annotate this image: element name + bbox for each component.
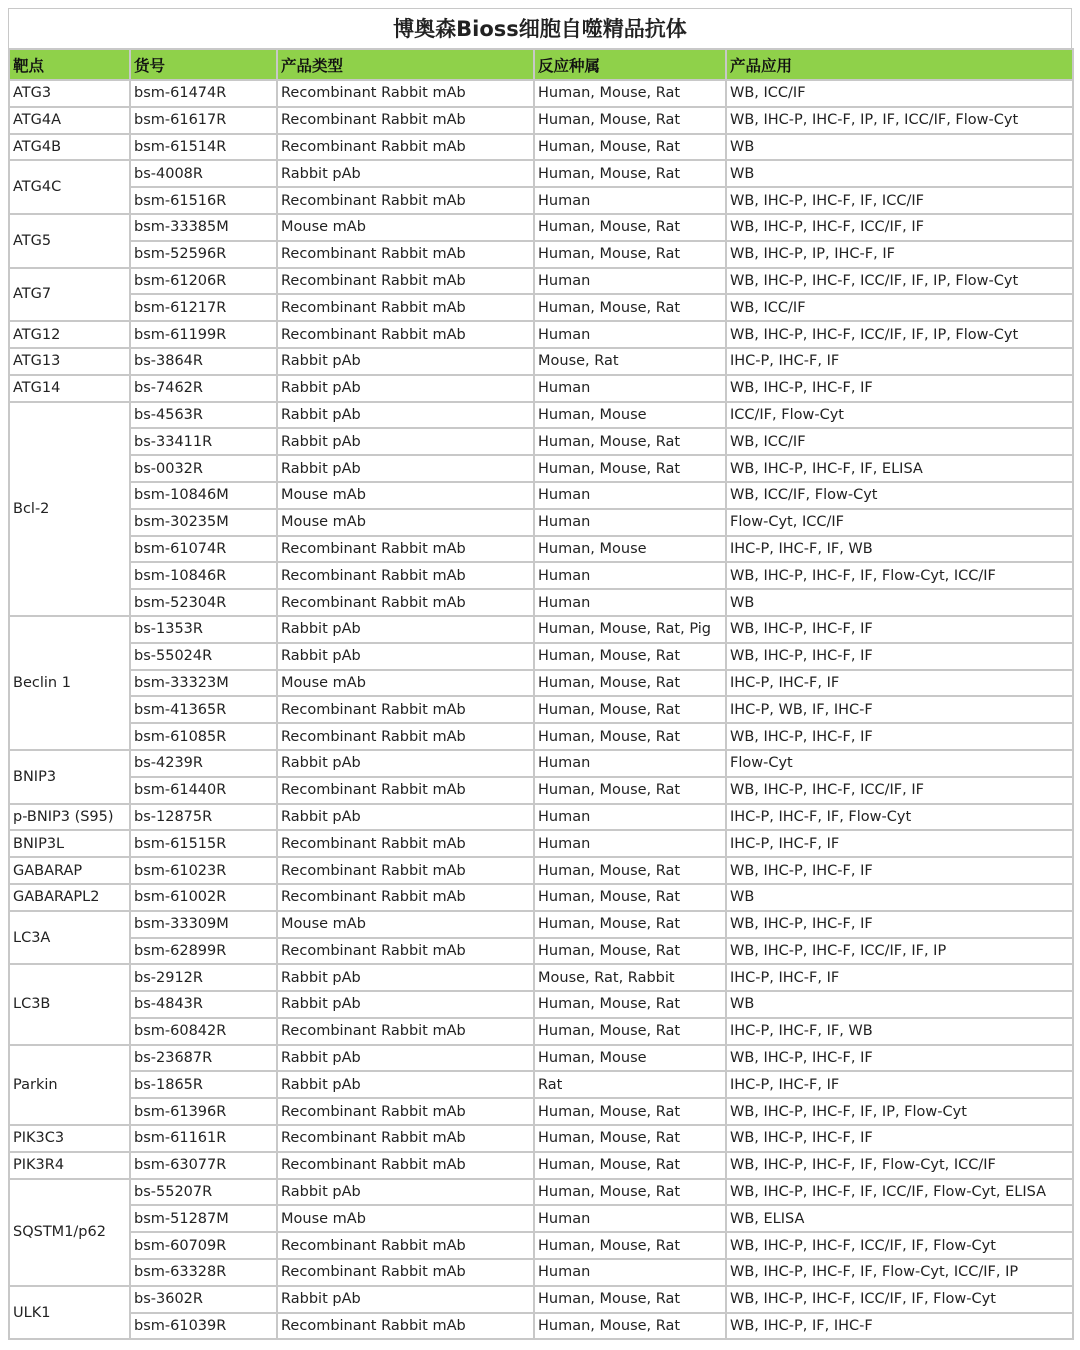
target-cell: ATG4C bbox=[9, 160, 130, 214]
reactivity-cell: Human, Mouse, Rat bbox=[534, 294, 726, 321]
table-row bbox=[9, 187, 1073, 214]
product-type-cell: Rabbit pAb bbox=[277, 804, 534, 831]
catalog-number-cell: bs-0032R bbox=[130, 455, 277, 482]
catalog-number-cell: bs-4008R bbox=[130, 160, 277, 187]
table-row bbox=[9, 589, 1073, 616]
product-type-cell: Recombinant Rabbit mAb bbox=[277, 1232, 534, 1259]
product-type-cell: Rabbit pAb bbox=[277, 964, 534, 991]
table-row bbox=[9, 80, 1073, 107]
target-cell: PIK3R4 bbox=[9, 1152, 130, 1179]
product-type-cell: Rabbit pAb bbox=[277, 643, 534, 670]
reactivity-cell: Human bbox=[534, 482, 726, 509]
catalog-number-cell: bsm-52596R bbox=[130, 241, 277, 268]
table-row bbox=[9, 268, 1073, 295]
table-row bbox=[9, 1098, 1073, 1125]
reactivity-cell: Human, Mouse, Rat bbox=[534, 1125, 726, 1152]
reactivity-cell: Human bbox=[534, 750, 726, 777]
table-row bbox=[9, 991, 1073, 1018]
catalog-number-cell: bsm-61085R bbox=[130, 723, 277, 750]
reactivity-cell: Human, Mouse, Rat bbox=[534, 884, 726, 911]
table-row bbox=[9, 938, 1073, 965]
reactivity-cell: Human bbox=[534, 804, 726, 831]
table-row bbox=[9, 1179, 1073, 1206]
applications-cell: WB, IHC-P, IHC-F, IF bbox=[726, 643, 1073, 670]
column-header-catalog-number: 货号 bbox=[130, 49, 277, 80]
column-header-product-type: 产品类型 bbox=[277, 49, 534, 80]
applications-cell: WB, IHC-P, IHC-F, IF, Flow-Cyt, ICC/IF bbox=[726, 562, 1073, 589]
reactivity-cell: Human bbox=[534, 1259, 726, 1286]
product-type-cell: Recombinant Rabbit mAb bbox=[277, 857, 534, 884]
target-cell: ATG4B bbox=[9, 134, 130, 161]
reactivity-cell: Human bbox=[534, 321, 726, 348]
applications-cell: IHC-P, IHC-F, IF bbox=[726, 670, 1073, 697]
applications-cell: WB bbox=[726, 160, 1073, 187]
table-row bbox=[9, 911, 1073, 938]
catalog-number-cell: bsm-61516R bbox=[130, 187, 277, 214]
table-row bbox=[9, 1232, 1073, 1259]
catalog-number-cell: bs-33411R bbox=[130, 428, 277, 455]
catalog-number-cell: bsm-61074R bbox=[130, 536, 277, 563]
reactivity-cell: Human bbox=[534, 562, 726, 589]
catalog-number-cell: bsm-61002R bbox=[130, 884, 277, 911]
catalog-number-cell: bsm-41365R bbox=[130, 696, 277, 723]
product-type-cell: Mouse mAb bbox=[277, 670, 534, 697]
target-cell: ATG3 bbox=[9, 80, 130, 107]
product-type-cell: Rabbit pAb bbox=[277, 455, 534, 482]
catalog-number-cell: bsm-61217R bbox=[130, 294, 277, 321]
table-row bbox=[9, 1071, 1073, 1098]
table-row bbox=[9, 562, 1073, 589]
catalog-number-cell: bs-1865R bbox=[130, 1071, 277, 1098]
product-type-cell: Recombinant Rabbit mAb bbox=[277, 134, 534, 161]
target-cell: ATG7 bbox=[9, 268, 130, 322]
product-type-cell: Mouse mAb bbox=[277, 1205, 534, 1232]
reactivity-cell: Human, Mouse, Rat bbox=[534, 1232, 726, 1259]
applications-cell: WB bbox=[726, 589, 1073, 616]
target-cell: PIK3C3 bbox=[9, 1125, 130, 1152]
catalog-number-cell: bs-1353R bbox=[130, 616, 277, 643]
table-row bbox=[9, 214, 1073, 241]
product-type-cell: Rabbit pAb bbox=[277, 750, 534, 777]
applications-cell: IHC-P, IHC-F, IF, Flow-Cyt bbox=[726, 804, 1073, 831]
table-row bbox=[9, 1259, 1073, 1286]
reactivity-cell: Human bbox=[534, 268, 726, 295]
target-cell: GABARAPL2 bbox=[9, 884, 130, 911]
column-header-applications: 产品应用 bbox=[726, 49, 1073, 80]
applications-cell: WB, IHC-P, IHC-F, ICC/IF, IF bbox=[726, 214, 1073, 241]
catalog-number-cell: bs-3602R bbox=[130, 1286, 277, 1313]
catalog-number-cell: bsm-33385M bbox=[130, 214, 277, 241]
column-header-target: 靶点 bbox=[9, 49, 130, 80]
target-cell: ATG12 bbox=[9, 321, 130, 348]
product-type-cell: Recombinant Rabbit mAb bbox=[277, 938, 534, 965]
reactivity-cell: Human bbox=[534, 375, 726, 402]
table-row bbox=[9, 964, 1073, 991]
antibody-table bbox=[8, 48, 1074, 1340]
target-cell: LC3A bbox=[9, 911, 130, 965]
product-type-cell: Recombinant Rabbit mAb bbox=[277, 696, 534, 723]
applications-cell: WB, IHC-P, IHC-F, ICC/IF, IF, IP bbox=[726, 938, 1073, 965]
applications-cell: IHC-P, IHC-F, IF bbox=[726, 964, 1073, 991]
applications-cell: WB, ICC/IF, Flow-Cyt bbox=[726, 482, 1073, 509]
catalog-number-cell: bsm-63328R bbox=[130, 1259, 277, 1286]
page-title: 博奥森Bioss细胞自噬精品抗体 bbox=[8, 8, 1072, 48]
table-row bbox=[9, 294, 1073, 321]
reactivity-cell: Human, Mouse, Rat bbox=[534, 723, 726, 750]
table-row bbox=[9, 670, 1073, 697]
catalog-number-cell: bs-23687R bbox=[130, 1045, 277, 1072]
applications-cell: Flow-Cyt bbox=[726, 750, 1073, 777]
catalog-number-cell: bsm-61023R bbox=[130, 857, 277, 884]
product-type-cell: Recombinant Rabbit mAb bbox=[277, 1018, 534, 1045]
target-cell: ATG13 bbox=[9, 348, 130, 375]
target-cell: BNIP3L bbox=[9, 830, 130, 857]
product-type-cell: Rabbit pAb bbox=[277, 1071, 534, 1098]
reactivity-cell: Human bbox=[534, 187, 726, 214]
applications-cell: IHC-P, IHC-F, IF bbox=[726, 1071, 1073, 1098]
table-row bbox=[9, 1125, 1073, 1152]
applications-cell: WB bbox=[726, 991, 1073, 1018]
reactivity-cell: Human, Mouse, Rat bbox=[534, 214, 726, 241]
table-row bbox=[9, 884, 1073, 911]
applications-cell: WB, IHC-P, IHC-F, IF, ICC/IF, Flow-Cyt, ELISA bbox=[726, 1179, 1073, 1206]
table-row bbox=[9, 616, 1073, 643]
reactivity-cell: Human, Mouse, Rat bbox=[534, 455, 726, 482]
reactivity-cell: Human, Mouse, Rat bbox=[534, 643, 726, 670]
product-type-cell: Rabbit pAb bbox=[277, 991, 534, 1018]
catalog-number-cell: bsm-61161R bbox=[130, 1125, 277, 1152]
target-cell: ATG5 bbox=[9, 214, 130, 268]
applications-cell: WB, IHC-P, IP, IHC-F, IF bbox=[726, 241, 1073, 268]
applications-cell: WB, IHC-P, IHC-F, ICC/IF, IF, Flow-Cyt bbox=[726, 1232, 1073, 1259]
target-cell: ULK1 bbox=[9, 1286, 130, 1340]
reactivity-cell: Human, Mouse bbox=[534, 1045, 726, 1072]
target-cell: Beclin 1 bbox=[9, 616, 130, 750]
reactivity-cell: Human, Mouse, Rat bbox=[534, 1152, 726, 1179]
product-type-cell: Recombinant Rabbit mAb bbox=[277, 589, 534, 616]
table-row bbox=[9, 455, 1073, 482]
applications-cell: WB, IHC-P, IHC-F, IF bbox=[726, 857, 1073, 884]
table-row bbox=[9, 1018, 1073, 1045]
reactivity-cell: Human, Mouse bbox=[534, 402, 726, 429]
reactivity-cell: Human, Mouse bbox=[534, 536, 726, 563]
applications-cell: IHC-P, WB, IF, IHC-F bbox=[726, 696, 1073, 723]
applications-cell: WB, IHC-P, IHC-F, IF, ICC/IF bbox=[726, 187, 1073, 214]
target-cell: BNIP3 bbox=[9, 750, 130, 804]
product-type-cell: Recombinant Rabbit mAb bbox=[277, 723, 534, 750]
table-row bbox=[9, 321, 1073, 348]
table-row bbox=[9, 857, 1073, 884]
catalog-number-cell: bs-55024R bbox=[130, 643, 277, 670]
reactivity-cell: Human, Mouse, Rat, Pig bbox=[534, 616, 726, 643]
reactivity-cell: Human, Mouse, Rat bbox=[534, 1179, 726, 1206]
product-type-cell: Recombinant Rabbit mAb bbox=[277, 884, 534, 911]
reactivity-cell: Human, Mouse, Rat bbox=[534, 938, 726, 965]
applications-cell: WB, IHC-P, IHC-F, IF, ELISA bbox=[726, 455, 1073, 482]
table-body bbox=[9, 80, 1073, 1339]
applications-cell: WB, IHC-P, IHC-F, ICC/IF, IF bbox=[726, 777, 1073, 804]
applications-cell: WB, IHC-P, IHC-F, IF bbox=[726, 375, 1073, 402]
product-type-cell: Recombinant Rabbit mAb bbox=[277, 1098, 534, 1125]
reactivity-cell: Human bbox=[534, 589, 726, 616]
applications-cell: Flow-Cyt, ICC/IF bbox=[726, 509, 1073, 536]
catalog-number-cell: bs-4843R bbox=[130, 991, 277, 1018]
product-type-cell: Rabbit pAb bbox=[277, 402, 534, 429]
table-row bbox=[9, 375, 1073, 402]
table-row bbox=[9, 1313, 1073, 1340]
reactivity-cell: Human bbox=[534, 1205, 726, 1232]
table-row bbox=[9, 777, 1073, 804]
table-row bbox=[9, 1045, 1073, 1072]
catalog-number-cell: bsm-61039R bbox=[130, 1313, 277, 1340]
catalog-number-cell: bs-4239R bbox=[130, 750, 277, 777]
target-cell: ATG4A bbox=[9, 107, 130, 134]
product-type-cell: Rabbit pAb bbox=[277, 616, 534, 643]
table-row bbox=[9, 402, 1073, 429]
catalog-number-cell: bsm-63077R bbox=[130, 1152, 277, 1179]
product-type-cell: Recombinant Rabbit mAb bbox=[277, 1259, 534, 1286]
reactivity-cell: Rat bbox=[534, 1071, 726, 1098]
applications-cell: WB, IHC-P, IHC-F, IP, IF, ICC/IF, Flow-Cyt bbox=[726, 107, 1073, 134]
table-row bbox=[9, 723, 1073, 750]
catalog-number-cell: bsm-10846R bbox=[130, 562, 277, 589]
product-type-cell: Mouse mAb bbox=[277, 911, 534, 938]
applications-cell: IHC-P, IHC-F, IF, WB bbox=[726, 536, 1073, 563]
table-row bbox=[9, 1286, 1073, 1313]
reactivity-cell: Human, Mouse, Rat bbox=[534, 160, 726, 187]
applications-cell: WB, IHC-P, IHC-F, IF bbox=[726, 1045, 1073, 1072]
reactivity-cell: Human, Mouse, Rat bbox=[534, 1313, 726, 1340]
table-row bbox=[9, 428, 1073, 455]
applications-cell: WB, IHC-P, IHC-F, IF, Flow-Cyt, ICC/IF bbox=[726, 1152, 1073, 1179]
reactivity-cell: Human, Mouse, Rat bbox=[534, 80, 726, 107]
applications-cell: WB bbox=[726, 884, 1073, 911]
catalog-number-cell: bs-7462R bbox=[130, 375, 277, 402]
product-type-cell: Recombinant Rabbit mAb bbox=[277, 107, 534, 134]
product-type-cell: Rabbit pAb bbox=[277, 1286, 534, 1313]
applications-cell: WB, IHC-P, IHC-F, IF bbox=[726, 723, 1073, 750]
table-row bbox=[9, 750, 1073, 777]
reactivity-cell: Human bbox=[534, 509, 726, 536]
catalog-number-cell: bs-4563R bbox=[130, 402, 277, 429]
target-cell: LC3B bbox=[9, 964, 130, 1044]
applications-cell: WB, IHC-P, IHC-F, IF bbox=[726, 1125, 1073, 1152]
product-type-cell: Recombinant Rabbit mAb bbox=[277, 294, 534, 321]
product-type-cell: Rabbit pAb bbox=[277, 428, 534, 455]
applications-cell: WB, ELISA bbox=[726, 1205, 1073, 1232]
applications-cell: IHC-P, IHC-F, IF, WB bbox=[726, 1018, 1073, 1045]
catalog-number-cell: bs-55207R bbox=[130, 1179, 277, 1206]
column-header-reactivity: 反应种属 bbox=[534, 49, 726, 80]
applications-cell: IHC-P, IHC-F, IF bbox=[726, 830, 1073, 857]
target-cell: GABARAP bbox=[9, 857, 130, 884]
product-type-cell: Recombinant Rabbit mAb bbox=[277, 321, 534, 348]
applications-cell: WB, IHC-P, IHC-F, IF, IP, Flow-Cyt bbox=[726, 1098, 1073, 1125]
reactivity-cell: Human bbox=[534, 830, 726, 857]
catalog-number-cell: bs-2912R bbox=[130, 964, 277, 991]
reactivity-cell: Human, Mouse, Rat bbox=[534, 991, 726, 1018]
catalog-number-cell: bsm-61514R bbox=[130, 134, 277, 161]
reactivity-cell: Human, Mouse, Rat bbox=[534, 670, 726, 697]
applications-cell: WB, ICC/IF bbox=[726, 80, 1073, 107]
product-type-cell: Rabbit pAb bbox=[277, 160, 534, 187]
applications-cell: WB, ICC/IF bbox=[726, 294, 1073, 321]
catalog-number-cell: bsm-61206R bbox=[130, 268, 277, 295]
reactivity-cell: Human, Mouse, Rat bbox=[534, 1098, 726, 1125]
catalog-number-cell: bsm-60842R bbox=[130, 1018, 277, 1045]
table-row bbox=[9, 804, 1073, 831]
product-type-cell: Mouse mAb bbox=[277, 214, 534, 241]
reactivity-cell: Human, Mouse, Rat bbox=[534, 911, 726, 938]
product-type-cell: Rabbit pAb bbox=[277, 1179, 534, 1206]
header-row bbox=[9, 49, 1073, 80]
table-row bbox=[9, 348, 1073, 375]
product-type-cell: Recombinant Rabbit mAb bbox=[277, 536, 534, 563]
applications-cell: WB, IHC-P, IHC-F, IF bbox=[726, 616, 1073, 643]
product-type-cell: Recombinant Rabbit mAb bbox=[277, 1125, 534, 1152]
table-row bbox=[9, 830, 1073, 857]
reactivity-cell: Mouse, Rat bbox=[534, 348, 726, 375]
table-row bbox=[9, 643, 1073, 670]
product-type-cell: Rabbit pAb bbox=[277, 348, 534, 375]
table-row bbox=[9, 134, 1073, 161]
applications-cell: WB, IHC-P, IHC-F, ICC/IF, IF, IP, Flow-Cyt bbox=[726, 321, 1073, 348]
product-type-cell: Recombinant Rabbit mAb bbox=[277, 80, 534, 107]
reactivity-cell: Human, Mouse, Rat bbox=[534, 777, 726, 804]
reactivity-cell: Human, Mouse, Rat bbox=[534, 857, 726, 884]
table-row bbox=[9, 1205, 1073, 1232]
applications-cell: WB, IHC-P, IF, IHC-F bbox=[726, 1313, 1073, 1340]
table-row bbox=[9, 107, 1073, 134]
reactivity-cell: Human, Mouse, Rat bbox=[534, 696, 726, 723]
target-cell: ATG14 bbox=[9, 375, 130, 402]
reactivity-cell: Human, Mouse, Rat bbox=[534, 428, 726, 455]
product-type-cell: Recombinant Rabbit mAb bbox=[277, 777, 534, 804]
catalog-number-cell: bsm-33309M bbox=[130, 911, 277, 938]
applications-cell: WB, IHC-P, IHC-F, ICC/IF, IF, Flow-Cyt bbox=[726, 1286, 1073, 1313]
catalog-number-cell: bs-3864R bbox=[130, 348, 277, 375]
table-row bbox=[9, 536, 1073, 563]
catalog-number-cell: bsm-61474R bbox=[130, 80, 277, 107]
antibody-sheet bbox=[8, 8, 1072, 1340]
table-row bbox=[9, 696, 1073, 723]
table-row bbox=[9, 482, 1073, 509]
applications-cell: WB bbox=[726, 134, 1073, 161]
table-row bbox=[9, 509, 1073, 536]
reactivity-cell: Human, Mouse, Rat bbox=[534, 107, 726, 134]
product-type-cell: Rabbit pAb bbox=[277, 1045, 534, 1072]
product-type-cell: Recombinant Rabbit mAb bbox=[277, 241, 534, 268]
reactivity-cell: Human, Mouse, Rat bbox=[534, 1286, 726, 1313]
product-type-cell: Recombinant Rabbit mAb bbox=[277, 1313, 534, 1340]
reactivity-cell: Human, Mouse, Rat bbox=[534, 1018, 726, 1045]
catalog-number-cell: bsm-61440R bbox=[130, 777, 277, 804]
catalog-number-cell: bsm-61617R bbox=[130, 107, 277, 134]
product-type-cell: Recombinant Rabbit mAb bbox=[277, 1152, 534, 1179]
target-cell: Parkin bbox=[9, 1045, 130, 1125]
product-type-cell: Recombinant Rabbit mAb bbox=[277, 562, 534, 589]
applications-cell: WB, IHC-P, IHC-F, IF bbox=[726, 911, 1073, 938]
catalog-number-cell: bsm-61396R bbox=[130, 1098, 277, 1125]
catalog-number-cell: bsm-62899R bbox=[130, 938, 277, 965]
reactivity-cell: Mouse, Rat, Rabbit bbox=[534, 964, 726, 991]
catalog-number-cell: bsm-52304R bbox=[130, 589, 277, 616]
applications-cell: WB, ICC/IF bbox=[726, 428, 1073, 455]
product-type-cell: Recombinant Rabbit mAb bbox=[277, 268, 534, 295]
applications-cell: IHC-P, IHC-F, IF bbox=[726, 348, 1073, 375]
table-row bbox=[9, 160, 1073, 187]
product-type-cell: Mouse mAb bbox=[277, 509, 534, 536]
product-type-cell: Rabbit pAb bbox=[277, 375, 534, 402]
applications-cell: WB, IHC-P, IHC-F, ICC/IF, IF, IP, Flow-Cyt bbox=[726, 268, 1073, 295]
product-type-cell: Recombinant Rabbit mAb bbox=[277, 830, 534, 857]
catalog-number-cell: bsm-60709R bbox=[130, 1232, 277, 1259]
reactivity-cell: Human, Mouse, Rat bbox=[534, 134, 726, 161]
product-type-cell: Mouse mAb bbox=[277, 482, 534, 509]
catalog-number-cell: bsm-61515R bbox=[130, 830, 277, 857]
product-type-cell: Recombinant Rabbit mAb bbox=[277, 187, 534, 214]
table-row bbox=[9, 241, 1073, 268]
target-cell: p-BNIP3 (S95) bbox=[9, 804, 130, 831]
target-cell: Bcl-2 bbox=[9, 402, 130, 616]
catalog-number-cell: bs-12875R bbox=[130, 804, 277, 831]
catalog-number-cell: bsm-10846M bbox=[130, 482, 277, 509]
applications-cell: WB, IHC-P, IHC-F, IF, Flow-Cyt, ICC/IF, IP bbox=[726, 1259, 1073, 1286]
applications-cell: ICC/IF, Flow-Cyt bbox=[726, 402, 1073, 429]
reactivity-cell: Human, Mouse, Rat bbox=[534, 241, 726, 268]
target-cell: SQSTM1/p62 bbox=[9, 1179, 130, 1286]
catalog-number-cell: bsm-30235M bbox=[130, 509, 277, 536]
catalog-number-cell: bsm-51287M bbox=[130, 1205, 277, 1232]
table-row bbox=[9, 1152, 1073, 1179]
catalog-number-cell: bsm-33323M bbox=[130, 670, 277, 697]
catalog-number-cell: bsm-61199R bbox=[130, 321, 277, 348]
